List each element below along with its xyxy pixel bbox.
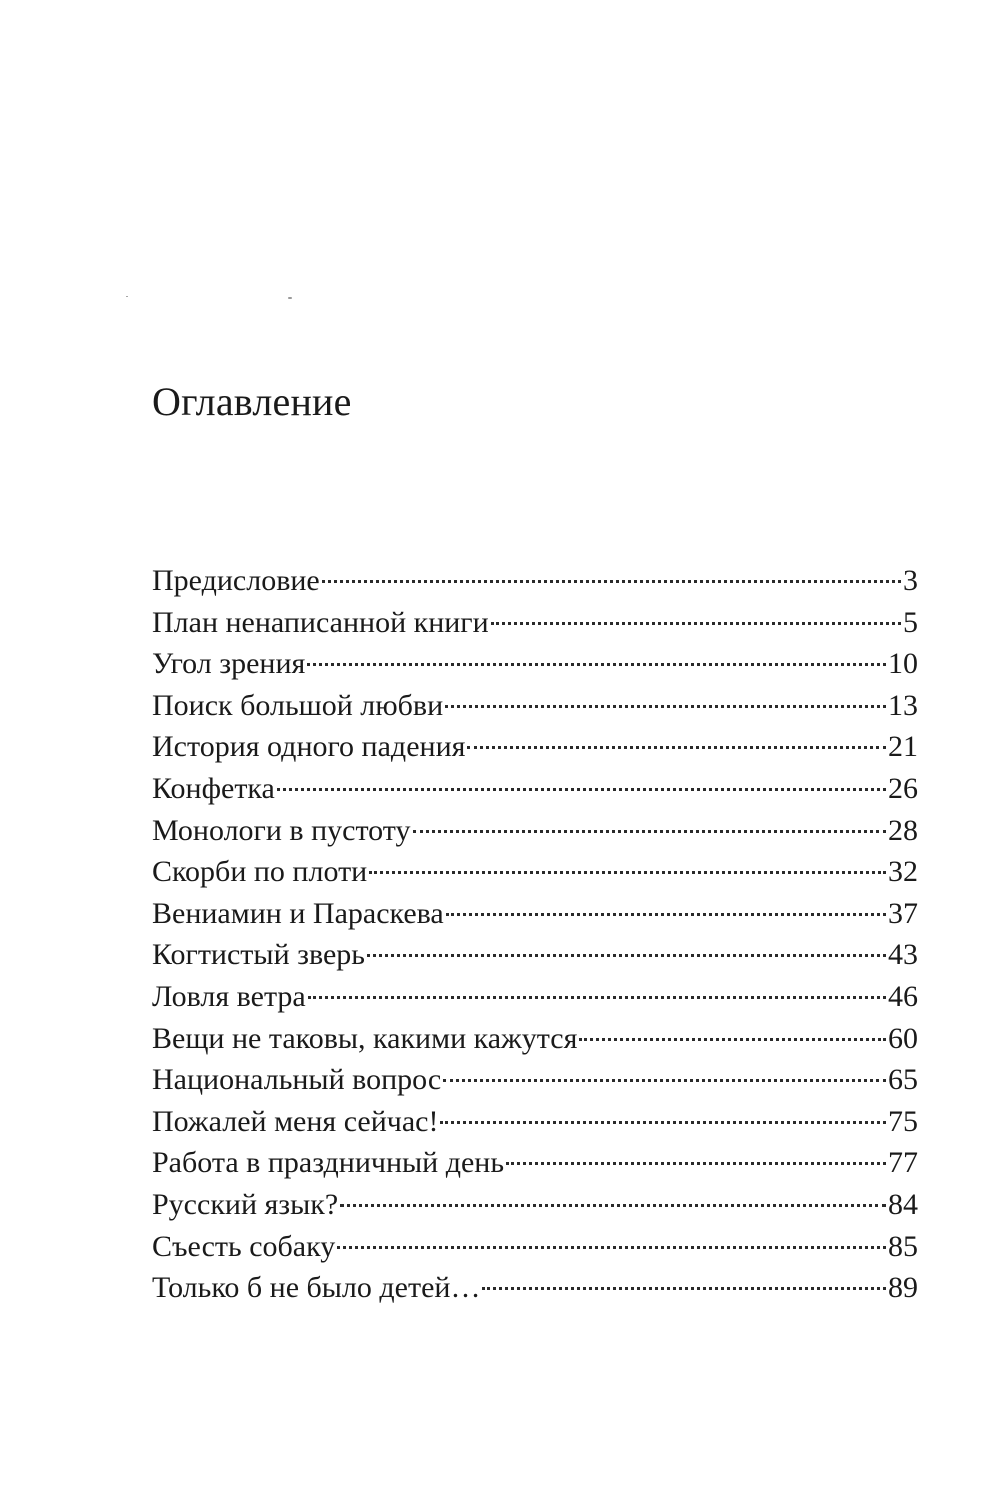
toc-entry-title: Предисловие [152,564,320,597]
dot-leader [307,663,886,666]
toc-entry-title: Пожалей меня сейчас! [152,1104,439,1138]
toc-entry-title: Съесть собаку [152,1229,336,1263]
dot-leader [369,871,886,874]
toc-entry [152,976,918,1018]
toc-entry-page: 43 [888,938,918,972]
toc-entry-title: Ловля ветра [152,979,306,1013]
toc-entry-page: 75 [888,1104,918,1138]
toc-entry-page: 21 [888,730,918,764]
dot-leader [443,1079,886,1082]
toc-entry [152,1142,918,1184]
toc-entry [152,1267,918,1309]
toc-entry [152,1059,918,1101]
dot-leader [467,746,886,749]
dot-leader [277,788,886,791]
toc-entry [152,643,918,685]
toc-entry-page: 26 [888,771,918,805]
toc-entry-page: 85 [888,1229,918,1263]
toc-entry-title: Русский язык? [152,1187,339,1221]
toc-entry [152,1101,918,1143]
toc-entry-page: 10 [888,647,918,681]
toc-entry-title: Только б не было детей… [152,1271,481,1305]
toc-entry-page: 77 [888,1146,918,1180]
toc-entry [152,685,918,727]
dot-leader [482,1287,886,1290]
dot-leader [446,913,886,916]
toc-entry-title: Скорби по плоти [152,855,368,889]
toc-entry [152,1226,918,1268]
toc-entry-page: 28 [888,813,918,847]
toc-entry [152,893,918,935]
dot-leader [413,830,887,833]
table-of-contents [152,560,918,1309]
dot-leader [337,1246,886,1249]
toc-entry [152,726,918,768]
dot-leader [340,1204,886,1207]
toc-entry-title: Поиск большой любви [152,688,444,722]
dot-leader [367,954,886,957]
toc-entry [152,934,918,976]
toc-entry-title: История одного падения [152,730,466,764]
toc-entry [152,768,918,810]
toc-entry-page: 65 [888,1063,918,1097]
toc-entry-title: Вещи не таковы, какими кажутся [152,1021,578,1055]
toc-entry-page: 5 [903,605,918,639]
dot-leader [579,1038,886,1041]
toc-entry-page: 60 [888,1021,918,1055]
toc-entry [152,560,918,602]
print-speck [126,296,128,297]
toc-entry-title: Конфетка [152,771,275,805]
toc-entry-page: 13 [888,688,918,722]
toc-entry [152,602,918,644]
dot-leader [506,1162,886,1165]
toc-entry [152,810,918,852]
page-title: Оглавление [152,379,352,424]
toc-entry-title: Работа в праздничный день [152,1146,505,1180]
toc-entry-title: План ненаписанной книги [152,605,489,639]
dot-leader [445,705,886,708]
dot-leader [440,1121,886,1124]
toc-entry [152,851,918,893]
toc-entry-title: Национальный вопрос [152,1063,442,1097]
toc-entry-title: Когтистый зверь [152,938,365,972]
toc-entry-title: Монологи в пустоту [152,813,411,847]
dot-leader [491,622,901,625]
toc-entry-page: 84 [888,1187,918,1221]
toc-entry-page: 32 [888,855,918,889]
toc-entry [152,1184,918,1226]
toc-entry-title: Угол зрения [152,647,306,681]
toc-entry-page: 3 [903,564,918,597]
toc-entry-page: 37 [888,896,918,930]
dot-leader [322,580,901,583]
toc-entry-page: 89 [888,1271,918,1305]
dot-leader [308,996,886,999]
toc-entry-title: Вениамин и Параскева [152,896,444,930]
toc-entry-page: 46 [888,979,918,1013]
print-speck [288,297,292,299]
toc-entry [152,1018,918,1060]
